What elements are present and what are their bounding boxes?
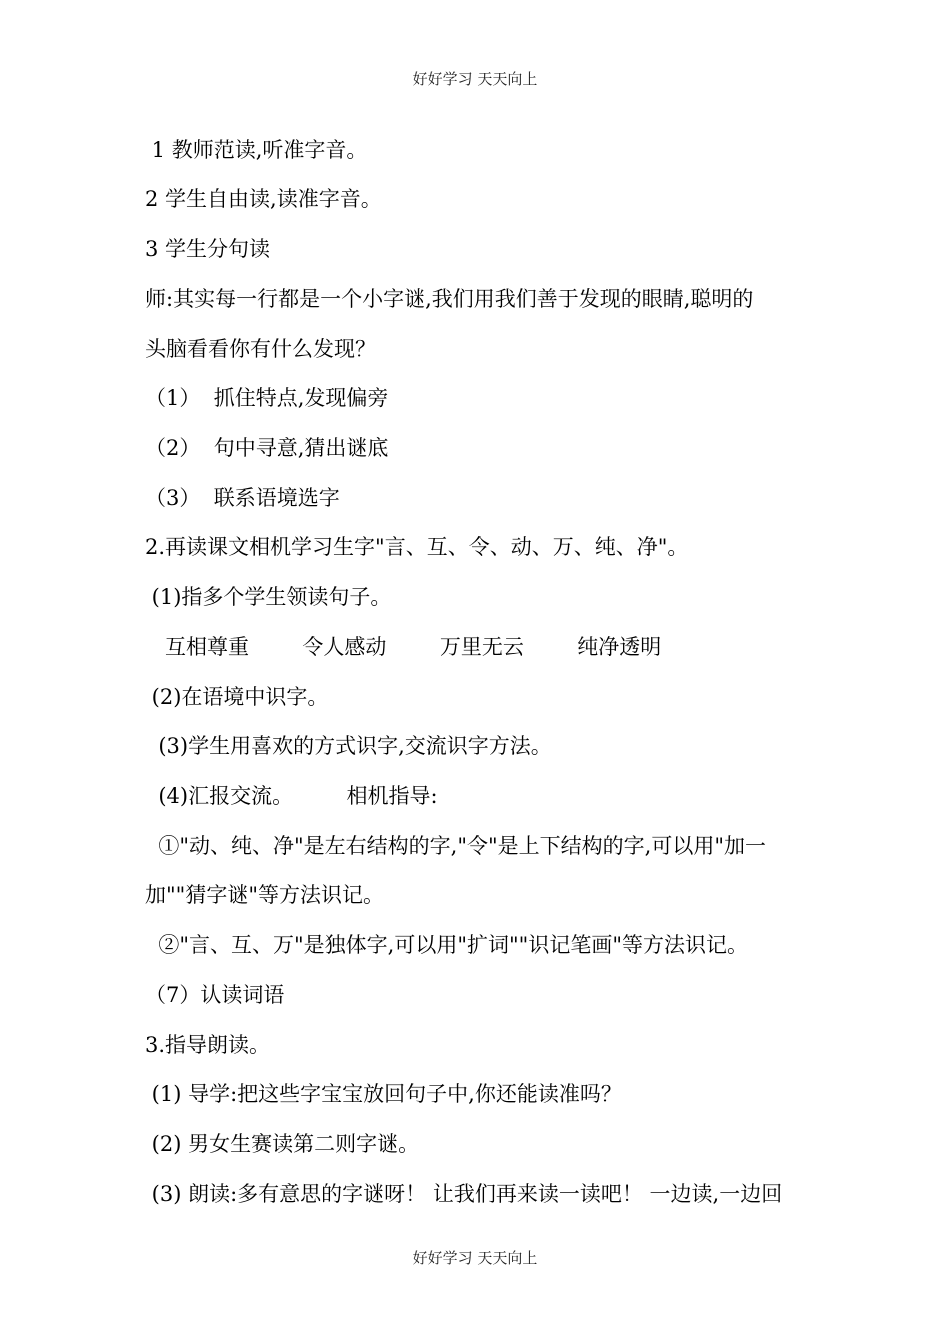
list-item: （1） 抓住特点,发现偏旁 — [145, 386, 389, 410]
text-line: 师:其实每一行都是一个小字谜,我们用我们善于发现的眼睛,聪明的 — [145, 287, 754, 311]
text-line: ①"动、纯、净"是左右结构的字,"令"是上下结构的字,可以用"加一 — [145, 834, 766, 858]
text-line: 1 教师范读,听准字音。 — [145, 138, 368, 162]
text-line: 2 学生自由读,读准字音。 — [145, 187, 382, 211]
word-row: 互相尊重 令人感动 万里无云 纯净透明 — [145, 635, 662, 659]
text-line: （7）认读词语 — [145, 983, 285, 1007]
text-line: 加""猜字谜"等方法识记。 — [145, 883, 384, 907]
text-line: ②"言、互、万"是独体字,可以用"扩词""识记笔画"等方法识记。 — [145, 933, 748, 957]
text-line: 头脑看看你有什么发现？ — [145, 337, 376, 361]
page-footer: 好好学习 天天向上 — [412, 1249, 538, 1267]
text-line: (2) 男女生赛读第二则字谜。 — [145, 1132, 420, 1156]
section-heading: 2.再读课文相机学习生字"言、互、令、动、万、纯、净"。 — [145, 535, 689, 559]
list-item: （3） 联系语境选字 — [145, 486, 340, 510]
text-line: (3) 朗读:多有意思的字谜呀！ 让我们再来读一读吧！ 一边读,一边回 — [145, 1182, 783, 1206]
text-line: 3 学生分句读 — [145, 237, 271, 261]
text-line: (1) 导学:把这些字宝宝放回句子中,你还能读准吗？ — [145, 1082, 622, 1106]
text-line: (1)指多个学生领读句子。 — [145, 585, 392, 609]
text-line: (3)学生用喜欢的方式识字,交流识字方法。 — [145, 734, 552, 758]
page-header: 好好学习 天天向上 — [412, 70, 538, 88]
text-line: (4)汇报交流。 相机指导: — [145, 784, 438, 808]
section-heading: 3.指导朗读。 — [145, 1033, 271, 1057]
list-item: （2） 句中寻意,猜出谜底 — [145, 436, 389, 460]
text-line: (2)在语境中识字。 — [145, 685, 329, 709]
